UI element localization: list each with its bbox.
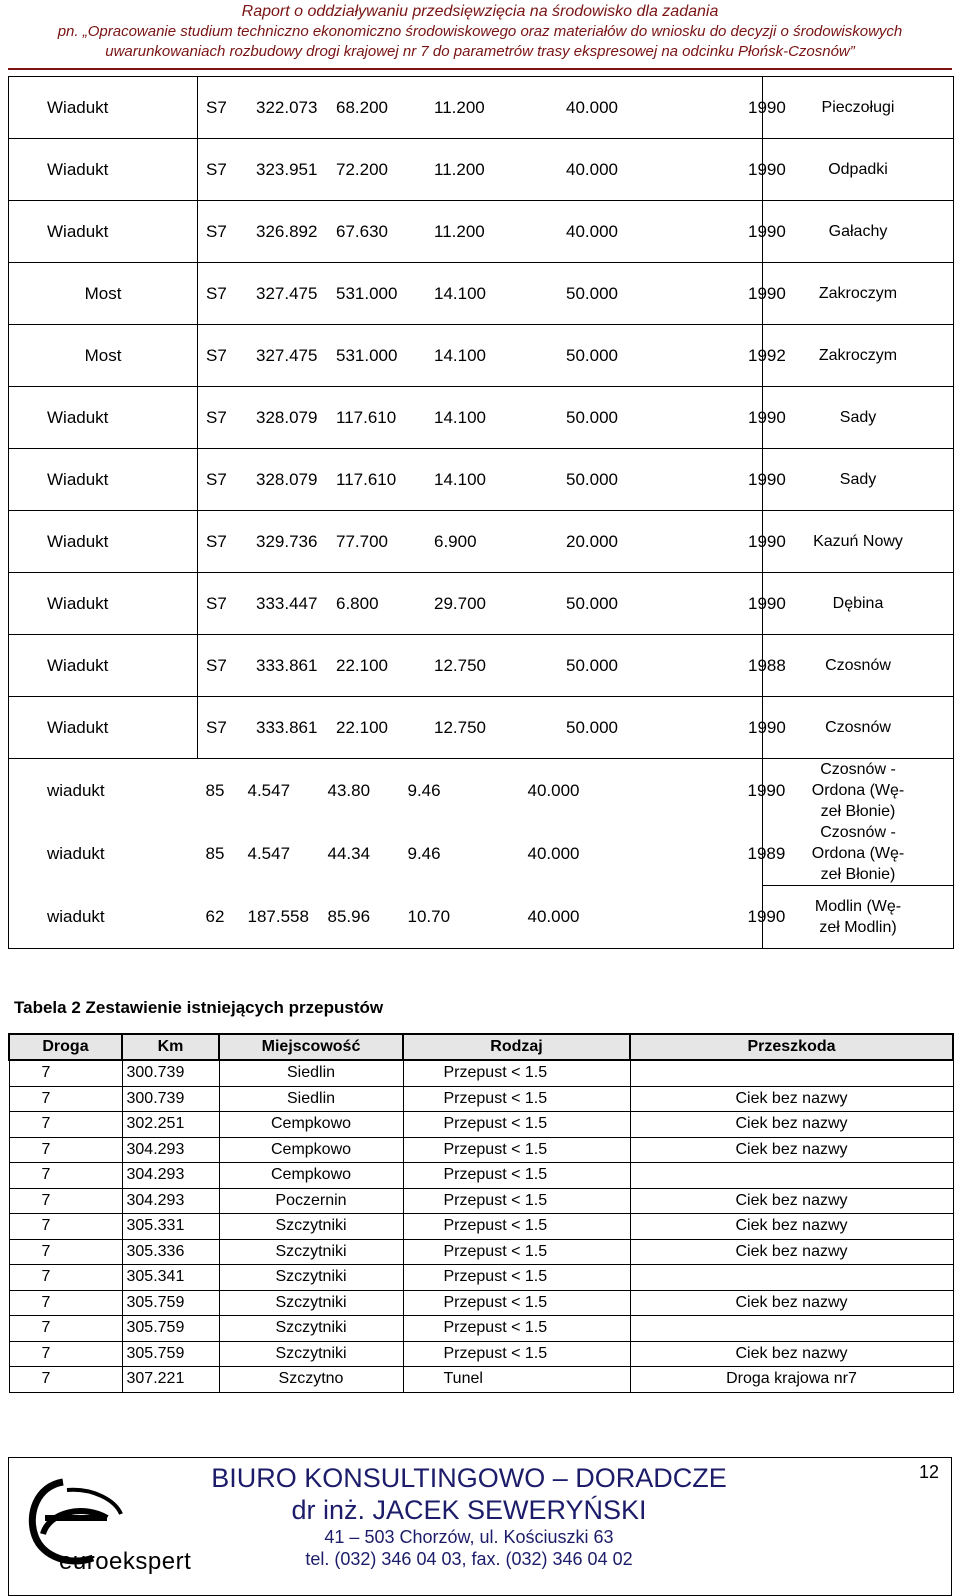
load-class: 20.000 xyxy=(566,531,618,551)
table-row xyxy=(9,1290,953,1316)
culvert-type: Przepust < 1.5 xyxy=(403,1316,630,1342)
obstacle: Ciek bez nazwy xyxy=(630,1341,953,1367)
location-line: Ordona (Wę- xyxy=(811,782,905,799)
column-header-miejscowosc: Miejscowość xyxy=(219,1034,403,1060)
bridge-type: Wiadukt xyxy=(9,449,198,511)
bridge-type: wiadukt xyxy=(9,822,198,886)
kilometer: 327.475 xyxy=(256,283,318,303)
locality: Szczytniki xyxy=(219,1341,403,1367)
page-footer xyxy=(8,1457,952,1596)
road-number: S7 xyxy=(206,593,227,613)
bridge-type: Wiadukt xyxy=(9,511,198,573)
table-row xyxy=(9,1265,953,1291)
obstacle: Ciek bez nazwy xyxy=(630,1137,953,1163)
load-class: 40.000 xyxy=(566,221,618,241)
bridge-values xyxy=(198,201,786,263)
locality: Cempkowo xyxy=(219,1112,403,1138)
column-header-km: Km xyxy=(122,1034,219,1060)
bridge-values xyxy=(198,511,786,573)
kilometer: 305.341 xyxy=(122,1265,219,1291)
logo-wordmark: euroekspert xyxy=(59,1548,192,1575)
length: 72.200 xyxy=(336,159,388,179)
company-name: BIURO KONSULTINGOWO – DORADCZE xyxy=(211,1463,727,1493)
document-header xyxy=(8,0,952,66)
load-class: 40.000 xyxy=(566,159,618,179)
locality: Szczytniki xyxy=(219,1290,403,1316)
width: 29.700 xyxy=(434,593,486,613)
table-row xyxy=(9,1239,953,1265)
width: 12.750 xyxy=(434,655,486,675)
year-built: 1992 xyxy=(748,345,786,365)
table-row xyxy=(9,139,954,201)
table-row xyxy=(9,387,954,449)
road-number: S7 xyxy=(206,97,227,117)
table-row xyxy=(9,1086,953,1112)
road-number: S7 xyxy=(206,159,227,179)
bridge-values xyxy=(198,822,786,886)
bridge-location xyxy=(763,759,954,823)
column-header-przeszkoda: Przeszkoda xyxy=(630,1034,953,1060)
table-caption: Tabela 2 Zestawienie istniejących przepustów xyxy=(14,998,384,1017)
bridge-location: Gałachy xyxy=(763,201,954,263)
bridge-type: Most xyxy=(9,263,198,325)
bridge-location xyxy=(763,886,954,949)
year-built: 1990 xyxy=(747,780,786,800)
kilometer: 305.759 xyxy=(122,1341,219,1367)
road-number: S7 xyxy=(206,531,227,551)
bridge-type: Wiadukt xyxy=(9,387,198,449)
road-number: 7 xyxy=(9,1086,122,1112)
culvert-type: Przepust < 1.5 xyxy=(403,1214,630,1240)
obstacle: Ciek bez nazwy xyxy=(630,1214,953,1240)
bridge-type: Wiadukt xyxy=(9,77,198,139)
road-number: 7 xyxy=(9,1060,122,1086)
bridge-values xyxy=(198,77,786,139)
kilometer: 328.079 xyxy=(256,407,318,427)
width: 9.46 xyxy=(407,843,441,863)
bridge-location: Czosnów xyxy=(763,697,954,759)
obstacle: Ciek bez nazwy xyxy=(630,1188,953,1214)
bridge-values xyxy=(198,697,786,759)
header-title-line: Raport o oddziaływaniu przedsięwzięcia na środowisko dla zadania xyxy=(241,3,719,20)
column-header-droga: Droga xyxy=(9,1034,122,1060)
year-built: 1990 xyxy=(747,906,786,926)
header-subtitle-line: pn. „Opracowanie studium techniczno ekonomiczno środowiskowego oraz materiałów do wniosku do decyzji o środowiskowych xyxy=(57,23,903,40)
kilometer: 305.759 xyxy=(122,1316,219,1342)
location-line: zeł Modlin) xyxy=(819,918,897,936)
road-number: 85 xyxy=(205,780,225,800)
culvert-type: Przepust < 1.5 xyxy=(403,1060,630,1086)
road-number: 7 xyxy=(9,1265,122,1291)
table-row xyxy=(9,886,954,949)
locality: Szczytniki xyxy=(219,1265,403,1291)
width: 11.200 xyxy=(434,159,485,179)
road-number: 7 xyxy=(9,1163,122,1189)
culvert-type: Przepust < 1.5 xyxy=(403,1265,630,1291)
culvert-type: Przepust < 1.5 xyxy=(403,1188,630,1214)
year-built: 1990 xyxy=(748,593,786,613)
width: 14.100 xyxy=(434,469,486,489)
kilometer: 304.293 xyxy=(122,1137,219,1163)
bridge-values xyxy=(198,387,786,449)
table-row xyxy=(9,759,954,823)
length: 67.630 xyxy=(336,221,388,241)
obstacle: Ciek bez nazwy xyxy=(630,1112,953,1138)
length: 43.80 xyxy=(327,780,371,800)
locality: Szczytno xyxy=(219,1367,403,1393)
table-row xyxy=(9,1188,953,1214)
year-built: 1990 xyxy=(748,97,786,117)
kilometer: 300.739 xyxy=(122,1086,219,1112)
kilometer: 4.547 xyxy=(247,843,291,863)
kilometer: 327.475 xyxy=(256,345,318,365)
table-row xyxy=(9,263,954,325)
locality: Cempkowo xyxy=(219,1137,403,1163)
kilometer: 326.892 xyxy=(256,221,318,241)
table-row xyxy=(9,635,954,697)
year-built: 1990 xyxy=(748,283,786,303)
bridge-values xyxy=(198,325,786,387)
road-number: S7 xyxy=(206,407,227,427)
bridge-type: Wiadukt xyxy=(9,697,198,759)
kilometer: 307.221 xyxy=(122,1367,219,1393)
width: 14.100 xyxy=(434,345,486,365)
kilometer: 300.739 xyxy=(122,1060,219,1086)
location-line: zeł Błonie) xyxy=(820,803,896,820)
locality: Szczytniki xyxy=(219,1214,403,1240)
table-row xyxy=(9,1137,953,1163)
road-number: S7 xyxy=(206,717,227,737)
year-built: 1990 xyxy=(748,531,786,551)
kilometer: 302.251 xyxy=(122,1112,219,1138)
width: 14.100 xyxy=(434,283,486,303)
table-row xyxy=(9,201,954,263)
load-class: 40.000 xyxy=(527,906,580,926)
culvert-type: Przepust < 1.5 xyxy=(403,1239,630,1265)
year-built: 1990 xyxy=(748,469,786,489)
bridge-type: Wiadukt xyxy=(9,139,198,201)
location-line: Modlin (Wę- xyxy=(814,897,902,915)
width: 14.100 xyxy=(434,407,486,427)
load-class: 50.000 xyxy=(566,407,618,427)
bridge-type: Wiadukt xyxy=(9,201,198,263)
bridge-values xyxy=(198,635,786,697)
length: 22.100 xyxy=(336,655,388,675)
length: 77.700 xyxy=(336,531,388,551)
kilometer: 4.547 xyxy=(247,780,291,800)
bridge-values xyxy=(198,573,786,635)
road-number: 7 xyxy=(9,1214,122,1240)
width: 11.200 xyxy=(434,97,485,117)
culvert-type: Przepust < 1.5 xyxy=(403,1112,630,1138)
length: 44.34 xyxy=(327,843,371,863)
obstacle xyxy=(630,1265,953,1291)
length: 85.96 xyxy=(327,906,371,926)
bridge-location: Odpadki xyxy=(763,139,954,201)
road-number: S7 xyxy=(206,283,227,303)
road-number: S7 xyxy=(206,345,227,365)
width: 12.750 xyxy=(434,717,486,737)
obstacle xyxy=(630,1316,953,1342)
obstacle xyxy=(630,1163,953,1189)
road-number: 7 xyxy=(9,1188,122,1214)
table-row xyxy=(9,1341,953,1367)
table-row xyxy=(9,1163,953,1189)
table-row xyxy=(9,325,954,387)
load-class: 50.000 xyxy=(566,345,618,365)
bridge-values xyxy=(198,759,786,823)
culvert-type: Przepust < 1.5 xyxy=(403,1341,630,1367)
table-row xyxy=(9,1112,953,1138)
obstacle: Droga krajowa nr7 xyxy=(630,1367,953,1393)
table-row xyxy=(9,449,954,511)
table-row xyxy=(9,1367,953,1393)
location-line: Czosnów - xyxy=(820,761,896,778)
length: 117.610 xyxy=(336,469,397,489)
table-row xyxy=(9,573,954,635)
road-number: 7 xyxy=(9,1367,122,1393)
road-number: S7 xyxy=(206,221,227,241)
table-row xyxy=(9,1214,953,1240)
culvert-type: Przepust < 1.5 xyxy=(403,1137,630,1163)
bridge-values xyxy=(198,263,786,325)
culvert-type: Tunel xyxy=(403,1367,630,1393)
width: 9.46 xyxy=(407,780,441,800)
kilometer: 333.447 xyxy=(256,593,318,613)
year-built: 1988 xyxy=(748,655,786,675)
load-class: 40.000 xyxy=(566,97,618,117)
bridge-location xyxy=(763,822,954,886)
load-class: 50.000 xyxy=(566,717,618,737)
locality: Siedlin xyxy=(219,1060,403,1086)
culverts-table xyxy=(8,1033,954,1393)
width: 11.200 xyxy=(434,221,485,241)
length: 68.200 xyxy=(336,97,388,117)
company-phone: tel. (032) 346 04 03, fax. (032) 346 04 02 xyxy=(305,1549,633,1569)
year-built: 1990 xyxy=(748,717,786,737)
header-divider xyxy=(8,68,952,70)
kilometer: 305.336 xyxy=(122,1239,219,1265)
locality: Szczytniki xyxy=(219,1316,403,1342)
road-number: S7 xyxy=(206,469,227,489)
kilometer: 187.558 xyxy=(247,906,309,926)
kilometer: 329.736 xyxy=(256,531,318,551)
bridge-location: Pieczoługi xyxy=(763,77,954,139)
kilometer: 328.079 xyxy=(256,469,318,489)
width: 10.70 xyxy=(407,906,451,926)
bridge-location: Kazuń Nowy xyxy=(763,511,954,573)
year-built: 1990 xyxy=(748,407,786,427)
kilometer: 305.331 xyxy=(122,1214,219,1240)
location-line: Ordona (Wę- xyxy=(811,845,905,862)
kilometer: 305.759 xyxy=(122,1290,219,1316)
width: 6.900 xyxy=(434,531,477,551)
company-info xyxy=(189,1462,749,1570)
road-number: 85 xyxy=(205,843,225,863)
bridge-location: Sady xyxy=(763,387,954,449)
road-number: S7 xyxy=(206,655,227,675)
bridge-location: Zakroczym xyxy=(763,325,954,387)
table-row xyxy=(9,697,954,759)
kilometer: 333.861 xyxy=(256,655,318,675)
year-built: 1990 xyxy=(748,159,786,179)
culvert-type: Przepust < 1.5 xyxy=(403,1163,630,1189)
length: 117.610 xyxy=(336,407,397,427)
bridges-table xyxy=(8,76,954,949)
locality: Poczernin xyxy=(219,1188,403,1214)
table-row xyxy=(9,511,954,573)
bridge-type: wiadukt xyxy=(9,759,198,823)
bridge-type: wiadukt xyxy=(9,886,198,949)
load-class: 50.000 xyxy=(566,655,618,675)
road-number: 62 xyxy=(205,906,225,926)
bridge-location: Zakroczym xyxy=(763,263,954,325)
table-row xyxy=(9,77,954,139)
table-row xyxy=(9,1060,953,1086)
table-header-row xyxy=(9,1034,953,1060)
table-row xyxy=(9,822,954,886)
load-class: 50.000 xyxy=(566,469,618,489)
column-header-rodzaj: Rodzaj xyxy=(403,1034,630,1060)
page-number: 12 xyxy=(918,1462,939,1482)
length: 531.000 xyxy=(336,345,398,365)
kilometer: 304.293 xyxy=(122,1163,219,1189)
road-number: 7 xyxy=(9,1290,122,1316)
locality: Cempkowo xyxy=(219,1163,403,1189)
road-number: 7 xyxy=(9,1137,122,1163)
location-line: Czosnów - xyxy=(820,824,896,841)
bridge-location: Dębina xyxy=(763,573,954,635)
kilometer: 333.861 xyxy=(256,717,318,737)
culvert-type: Przepust < 1.5 xyxy=(403,1086,630,1112)
bridge-type: Wiadukt xyxy=(9,635,198,697)
load-class: 40.000 xyxy=(527,780,580,800)
obstacle: Ciek bez nazwy xyxy=(630,1290,953,1316)
locality: Szczytniki xyxy=(219,1239,403,1265)
bridge-location: Czosnów xyxy=(763,635,954,697)
road-number: 7 xyxy=(9,1341,122,1367)
load-class: 50.000 xyxy=(566,593,618,613)
location-line: zeł Błonie) xyxy=(820,866,896,883)
locality: Siedlin xyxy=(219,1086,403,1112)
company-owner: dr inż. JACEK SEWERYŃSKI xyxy=(291,1495,647,1525)
road-number: 7 xyxy=(9,1316,122,1342)
obstacle: Ciek bez nazwy xyxy=(630,1086,953,1112)
road-number: 7 xyxy=(9,1112,122,1138)
bridge-values xyxy=(198,886,786,949)
kilometer: 322.073 xyxy=(256,97,318,117)
load-class: 50.000 xyxy=(566,283,618,303)
bridge-type: Wiadukt xyxy=(9,573,198,635)
bridge-values xyxy=(198,139,786,201)
year-built: 1989 xyxy=(747,843,786,863)
obstacle xyxy=(630,1060,953,1086)
bridge-values xyxy=(198,449,786,511)
length: 6.800 xyxy=(336,593,379,613)
company-address: 41 – 503 Chorzów, ul. Kościuszki 63 xyxy=(324,1527,614,1547)
length: 531.000 xyxy=(336,283,398,303)
bridge-location: Sady xyxy=(763,449,954,511)
bridge-type: Most xyxy=(9,325,198,387)
header-subtitle-line-2: uwarunkowaniach rozbudowy drogi krajowej nr 7 do parametrów trasy ekspresowej na odcinku Płońsk-Czosnów” xyxy=(105,43,855,60)
kilometer: 323.951 xyxy=(256,159,318,179)
road-number: 7 xyxy=(9,1239,122,1265)
culvert-type: Przepust < 1.5 xyxy=(403,1290,630,1316)
obstacle: Ciek bez nazwy xyxy=(630,1239,953,1265)
kilometer: 304.293 xyxy=(122,1188,219,1214)
load-class: 40.000 xyxy=(527,843,580,863)
table-row xyxy=(9,1316,953,1342)
year-built: 1990 xyxy=(748,221,786,241)
length: 22.100 xyxy=(336,717,388,737)
